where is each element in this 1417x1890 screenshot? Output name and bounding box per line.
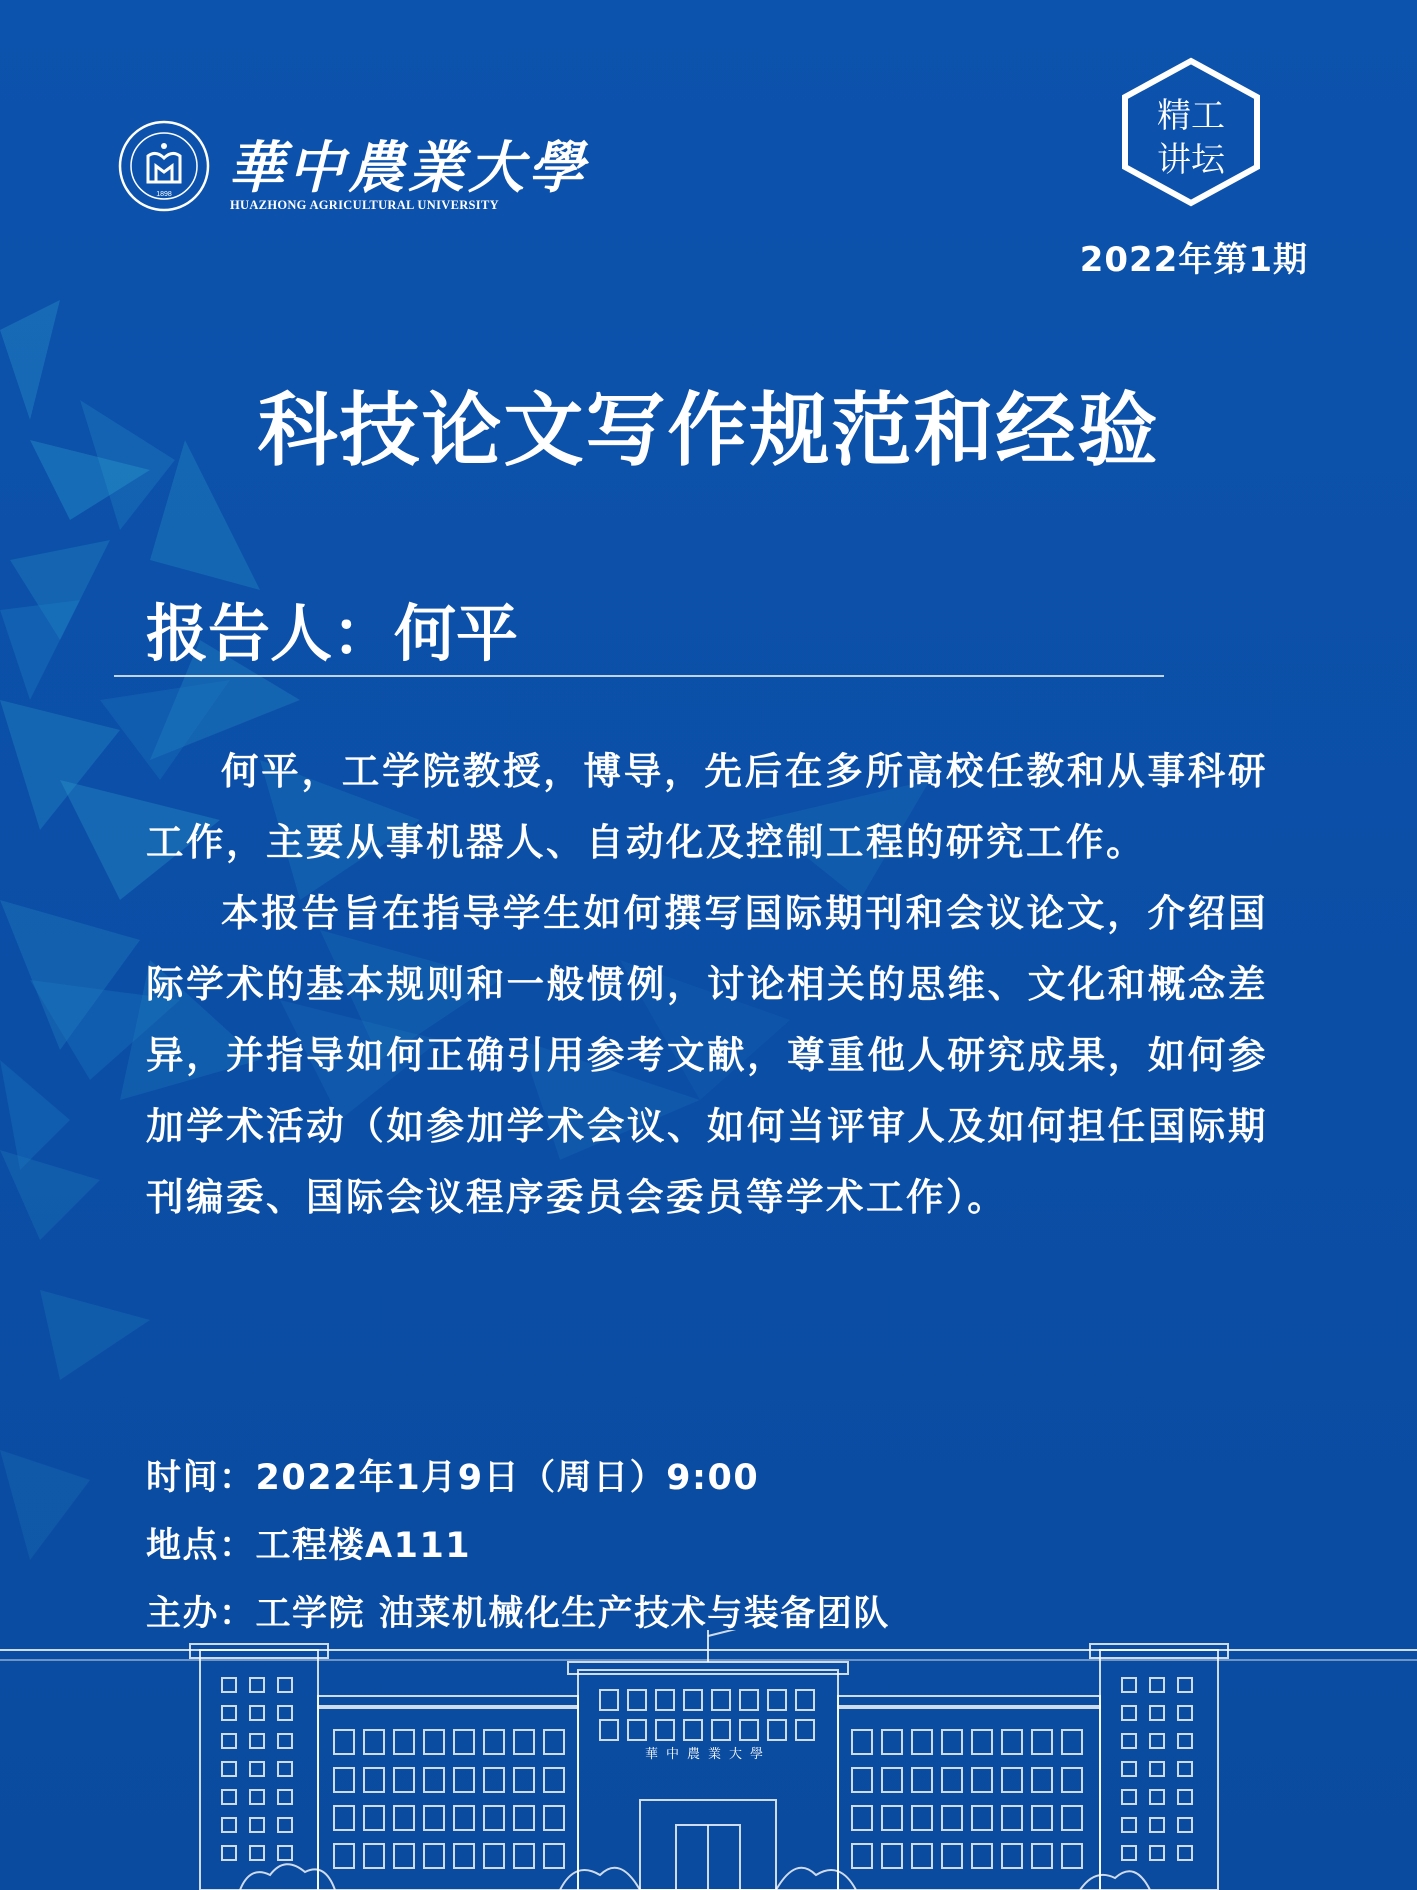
- window: [684, 1690, 702, 1710]
- window: [222, 1734, 236, 1748]
- window: [278, 1790, 292, 1804]
- window: [250, 1706, 264, 1720]
- speaker-name: 何平: [394, 597, 519, 670]
- window: [942, 1844, 962, 1868]
- window: [544, 1768, 564, 1792]
- window: [1032, 1730, 1052, 1754]
- window: [852, 1768, 872, 1792]
- window: [882, 1844, 902, 1868]
- window: [1178, 1790, 1192, 1804]
- window: [514, 1806, 534, 1830]
- window: [1122, 1734, 1136, 1748]
- lecture-description: [146, 736, 1268, 1233]
- university-seal-icon: [118, 120, 210, 212]
- window: [250, 1790, 264, 1804]
- window: [394, 1844, 414, 1868]
- seal-year: 1898: [156, 191, 172, 198]
- window: [278, 1678, 292, 1692]
- badge-line-1: 精工: [1157, 96, 1225, 136]
- info-place: [146, 1518, 471, 1568]
- window: [972, 1768, 992, 1792]
- window: [514, 1768, 534, 1792]
- window: [250, 1846, 264, 1860]
- window: [684, 1720, 702, 1740]
- window: [1032, 1768, 1052, 1792]
- window: [1002, 1768, 1022, 1792]
- window: [852, 1730, 872, 1754]
- window: [712, 1690, 730, 1710]
- window: [600, 1690, 618, 1710]
- window: [656, 1690, 674, 1710]
- window: [394, 1768, 414, 1792]
- window: [1178, 1678, 1192, 1692]
- window: [250, 1678, 264, 1692]
- window: [1150, 1818, 1164, 1832]
- window: [544, 1844, 564, 1868]
- window: [424, 1768, 444, 1792]
- window: [972, 1844, 992, 1868]
- window: [222, 1678, 236, 1692]
- host-label: 主办：: [146, 1594, 256, 1634]
- window: [1150, 1706, 1164, 1720]
- lecture-abstract: 本报告旨在指导学生如何撰写国际期刊和会议论文，介绍国际学术的基本规则和一般惯例，讨论相关的思维、文化和概念差异，并指导如何正确引用参考文献，尊重他人研究成果，如何参加学术活动（如参加学术会议、如何当评审人及如何担任国际期刊编委、国际会议程序委员会委员等学术工作）。: [146, 891, 1268, 1219]
- window: [852, 1844, 872, 1868]
- info-time: [146, 1450, 759, 1500]
- window: [1150, 1734, 1164, 1748]
- window: [1122, 1818, 1136, 1832]
- window: [768, 1690, 786, 1710]
- window: [600, 1720, 618, 1740]
- window: [484, 1730, 504, 1754]
- window: [712, 1720, 730, 1740]
- window: [250, 1734, 264, 1748]
- window: [544, 1806, 564, 1830]
- window: [278, 1734, 292, 1748]
- window: [1178, 1734, 1192, 1748]
- window: [1178, 1762, 1192, 1776]
- window: [912, 1730, 932, 1754]
- window: [222, 1846, 236, 1860]
- window: [656, 1720, 674, 1740]
- window: [912, 1844, 932, 1868]
- window: [394, 1730, 414, 1754]
- time-label: 时间：: [146, 1458, 256, 1498]
- window: [1062, 1730, 1082, 1754]
- window: [278, 1846, 292, 1860]
- window: [882, 1806, 902, 1830]
- window: [1032, 1806, 1052, 1830]
- window: [882, 1730, 902, 1754]
- window: [278, 1706, 292, 1720]
- window: [1150, 1762, 1164, 1776]
- place-value: 工程楼A111: [255, 1526, 472, 1566]
- window: [942, 1806, 962, 1830]
- window: [796, 1720, 814, 1740]
- window: [1062, 1844, 1082, 1868]
- window: [514, 1730, 534, 1754]
- window: [278, 1762, 292, 1776]
- university-name-en: HUAZHONG AGRICULTURAL UNIVERSITY: [230, 198, 499, 212]
- building-sign: 華中農業大學: [644, 1747, 772, 1762]
- host-value: 工学院 油菜机械化生产技术与装备团队: [255, 1594, 890, 1634]
- window: [768, 1720, 786, 1740]
- speaker-line: [146, 584, 518, 673]
- window: [424, 1806, 444, 1830]
- window: [1062, 1806, 1082, 1830]
- window: [334, 1768, 354, 1792]
- window: [222, 1706, 236, 1720]
- window: [222, 1790, 236, 1804]
- window: [1122, 1678, 1136, 1692]
- university-name-cn: 華中農業大學: [228, 135, 588, 201]
- window: [1178, 1706, 1192, 1720]
- time-value: 2022年1月9日（周日）9:00: [255, 1458, 760, 1498]
- window: [454, 1768, 474, 1792]
- window: [1062, 1768, 1082, 1792]
- window: [364, 1730, 384, 1754]
- forum-badge-text: [1118, 94, 1264, 182]
- window: [484, 1768, 504, 1792]
- speaker-divider: [114, 675, 1164, 677]
- issue-number: 2022年第1期: [1079, 240, 1308, 280]
- window: [628, 1690, 646, 1710]
- speaker-label: 报告人：: [146, 597, 395, 670]
- window: [250, 1762, 264, 1776]
- window: [278, 1818, 292, 1832]
- window: [364, 1768, 384, 1792]
- window: [1122, 1790, 1136, 1804]
- place-label: 地点：: [146, 1526, 256, 1566]
- window: [942, 1730, 962, 1754]
- window: [364, 1806, 384, 1830]
- window: [882, 1768, 902, 1792]
- window: [1002, 1806, 1022, 1830]
- window: [250, 1818, 264, 1832]
- window: [484, 1844, 504, 1868]
- window: [222, 1762, 236, 1776]
- badge-line-2: 讲坛: [1157, 140, 1225, 180]
- window: [454, 1806, 474, 1830]
- window: [740, 1690, 758, 1710]
- window: [334, 1806, 354, 1830]
- window: [628, 1720, 646, 1740]
- window: [424, 1844, 444, 1868]
- info-host: [146, 1586, 890, 1636]
- window: [1178, 1818, 1192, 1832]
- window: [394, 1806, 414, 1830]
- window: [484, 1806, 504, 1830]
- window: [1122, 1706, 1136, 1720]
- window: [334, 1730, 354, 1754]
- window: [334, 1844, 354, 1868]
- window: [1002, 1844, 1022, 1868]
- window: [1178, 1846, 1192, 1860]
- window: [1150, 1678, 1164, 1692]
- window: [1122, 1846, 1136, 1860]
- window: [972, 1806, 992, 1830]
- window: [454, 1844, 474, 1868]
- window: [796, 1690, 814, 1710]
- window: [942, 1768, 962, 1792]
- window: [454, 1730, 474, 1754]
- lecture-title: 科技论文写作规范和经验: [257, 384, 1160, 477]
- window: [222, 1818, 236, 1832]
- campus-building-illustration: [0, 1630, 1417, 1890]
- window: [740, 1720, 758, 1740]
- speaker-bio: 何平，工学院教授，博导，先后在多所高校任教和从事科研工作，主要从事机器人、自动化及控制工程的研究工作。: [146, 749, 1268, 864]
- window: [1122, 1762, 1136, 1776]
- window: [1150, 1846, 1164, 1860]
- window: [972, 1730, 992, 1754]
- window: [912, 1806, 932, 1830]
- window: [424, 1730, 444, 1754]
- window: [852, 1806, 872, 1830]
- university-logo: [118, 120, 588, 220]
- window: [544, 1730, 564, 1754]
- window: [1150, 1790, 1164, 1804]
- window: [912, 1768, 932, 1792]
- window: [1032, 1844, 1052, 1868]
- window: [1002, 1730, 1022, 1754]
- window: [364, 1844, 384, 1868]
- window: [514, 1844, 534, 1868]
